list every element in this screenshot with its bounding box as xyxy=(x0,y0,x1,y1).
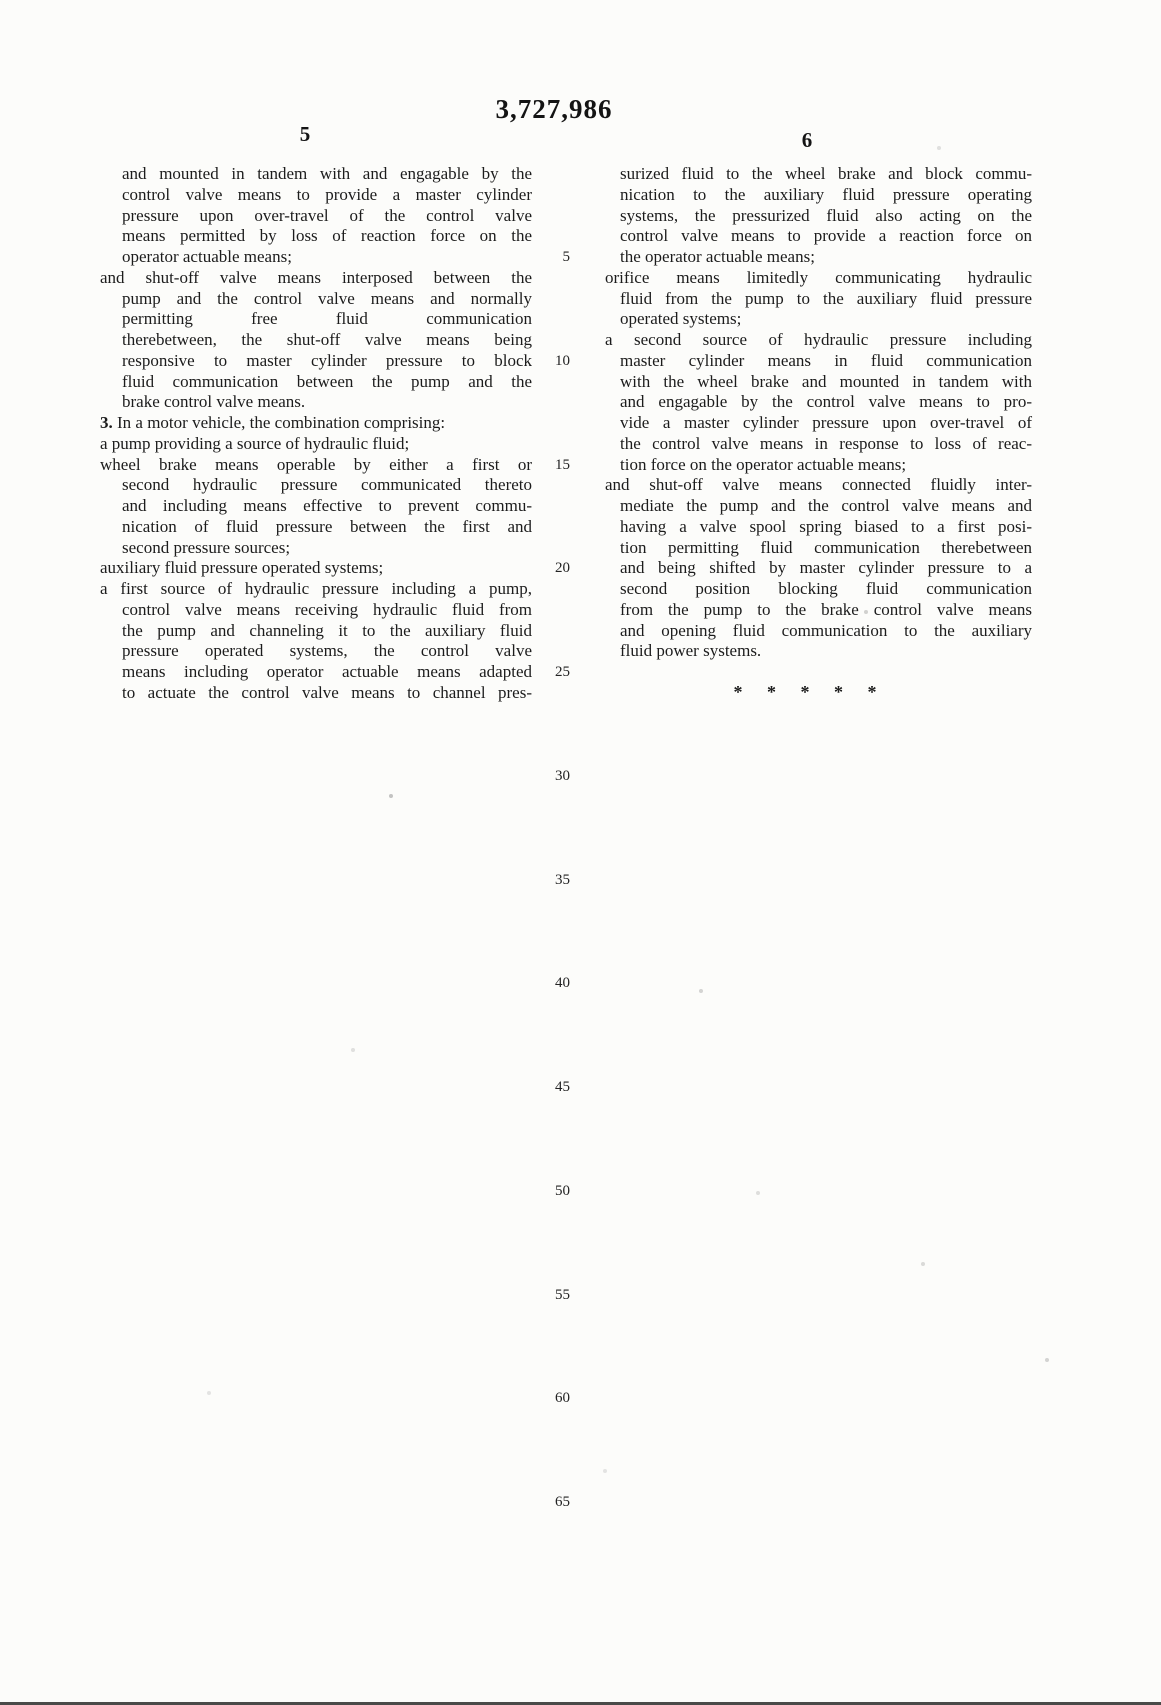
text-line: wheel brake means operable by either a first or xyxy=(100,454,532,474)
text-line: means including operator actuable means adapted xyxy=(122,662,532,681)
text-line: the operator actuable means; xyxy=(620,247,815,266)
text-line: to actuate the control valve means to channel pres- xyxy=(122,682,532,702)
text-line: second position blocking fluid communication xyxy=(620,579,1032,598)
scan-speckles xyxy=(0,0,2,2)
text-line: pressure upon over-travel of the control valve xyxy=(122,205,532,225)
text-line: operator actuable means; xyxy=(122,247,292,266)
right-text-column xyxy=(605,164,1032,662)
line-number: 50 xyxy=(555,1182,570,1199)
text-line: orifice means limitedly communicating hydraulic xyxy=(605,267,1032,287)
text-line: brake control valve means. xyxy=(122,392,306,412)
text-line: responsive to master cylinder pressure to block xyxy=(122,350,532,370)
text-line: and engagable by the control valve means to pro- xyxy=(620,392,1032,412)
line-number: 60 xyxy=(555,1390,570,1407)
text-line: pump and the control valve means and normally xyxy=(122,288,532,308)
text-line: and being shifted by master cylinder pressure to a xyxy=(620,558,1032,578)
line-number: 35 xyxy=(555,871,570,888)
text-line: nication to the auxiliary fluid pressure operating xyxy=(620,184,1032,204)
text-line: surized fluid to the wheel brake and block commu- xyxy=(620,164,1032,183)
text-line: means permitted by loss of reaction force on the xyxy=(122,226,532,246)
text-line: fluid communication between the pump and the xyxy=(122,371,532,391)
text-line: from the pump to the brake control valve means xyxy=(620,599,1032,619)
text-line: and shut-off valve means connected fluidly inter- xyxy=(605,475,1032,495)
text-line: a first source of hydraulic pressure including a pump, xyxy=(100,579,532,598)
text-line: vide a master cylinder pressure upon over-travel of xyxy=(620,413,1032,432)
line-number: 45 xyxy=(555,1079,570,1095)
left-text-column xyxy=(100,164,532,704)
text-line: a pump providing a source of hydraulic fluid; xyxy=(100,433,410,453)
claims-end-asterisks: * * * * * xyxy=(733,682,877,702)
right-column-page-number: 6 xyxy=(801,128,813,152)
text-line: second hydraulic pressure communicated thereto xyxy=(122,475,532,495)
line-number-gutter xyxy=(528,0,570,1705)
text-line: fluid from the pump to the auxiliary fluid pressure xyxy=(620,288,1032,308)
text-line: master cylinder means in fluid communication xyxy=(620,350,1032,370)
left-column-page-number: 5 xyxy=(299,122,311,146)
text-line: mediate the pump and the control valve means and xyxy=(620,496,1032,515)
text-line: 3. In a motor vehicle, the combination comprising: xyxy=(100,413,446,432)
text-line: with the wheel brake and mounted in tandem with xyxy=(620,371,1032,391)
line-number: 5 xyxy=(562,249,570,265)
text-line: and opening fluid communication to the auxiliary xyxy=(620,620,1032,640)
text-line: fluid power systems. xyxy=(620,641,762,661)
text-line: tion permitting fluid communication therebetween xyxy=(620,537,1032,557)
line-number: 40 xyxy=(555,975,570,992)
text-line: tion force on the operator actuable means; xyxy=(620,454,907,474)
line-number: 15 xyxy=(555,456,570,473)
line-number: 25 xyxy=(555,664,570,680)
line-number: 30 xyxy=(555,767,570,784)
text-line: second pressure sources; xyxy=(122,537,291,557)
line-number: 10 xyxy=(555,352,570,369)
text-line: a second source of hydraulic pressure including xyxy=(605,330,1032,349)
text-line: pressure operated systems, the control valve xyxy=(122,641,532,661)
text-line: nication of fluid pressure between the first and xyxy=(122,516,532,536)
text-line: therebetween, the shut-off valve means being xyxy=(122,330,532,349)
text-line: auxiliary fluid pressure operated systems; xyxy=(100,558,384,578)
text-line: and mounted in tandem with and engagable by the xyxy=(122,164,532,183)
line-number: 20 xyxy=(555,560,570,577)
text-line: having a valve spool spring biased to a first posi- xyxy=(620,516,1032,536)
text-line: control valve means to provide a reaction force on xyxy=(620,226,1032,246)
claim-number: 3. xyxy=(100,413,117,432)
text-line: operated systems; xyxy=(620,309,742,329)
text-line: control valve means to provide a master cylinder xyxy=(122,184,532,204)
patent-number: 3,727,986 xyxy=(495,94,613,124)
line-number: 65 xyxy=(555,1494,570,1510)
text-line: control valve means receiving hydraulic fluid from xyxy=(122,599,532,619)
text-line: and shut-off valve means interposed between the xyxy=(100,267,532,287)
text-line: permitting free fluid communication xyxy=(122,309,532,329)
text-line: the control valve means in response to loss of reac- xyxy=(620,433,1032,453)
text-line: the pump and channeling it to the auxiliary fluid xyxy=(122,620,532,640)
text-line: systems, the pressurized fluid also acting on the xyxy=(620,205,1032,225)
line-number: 55 xyxy=(555,1286,570,1303)
text-line: and including means effective to prevent commu- xyxy=(122,496,532,515)
